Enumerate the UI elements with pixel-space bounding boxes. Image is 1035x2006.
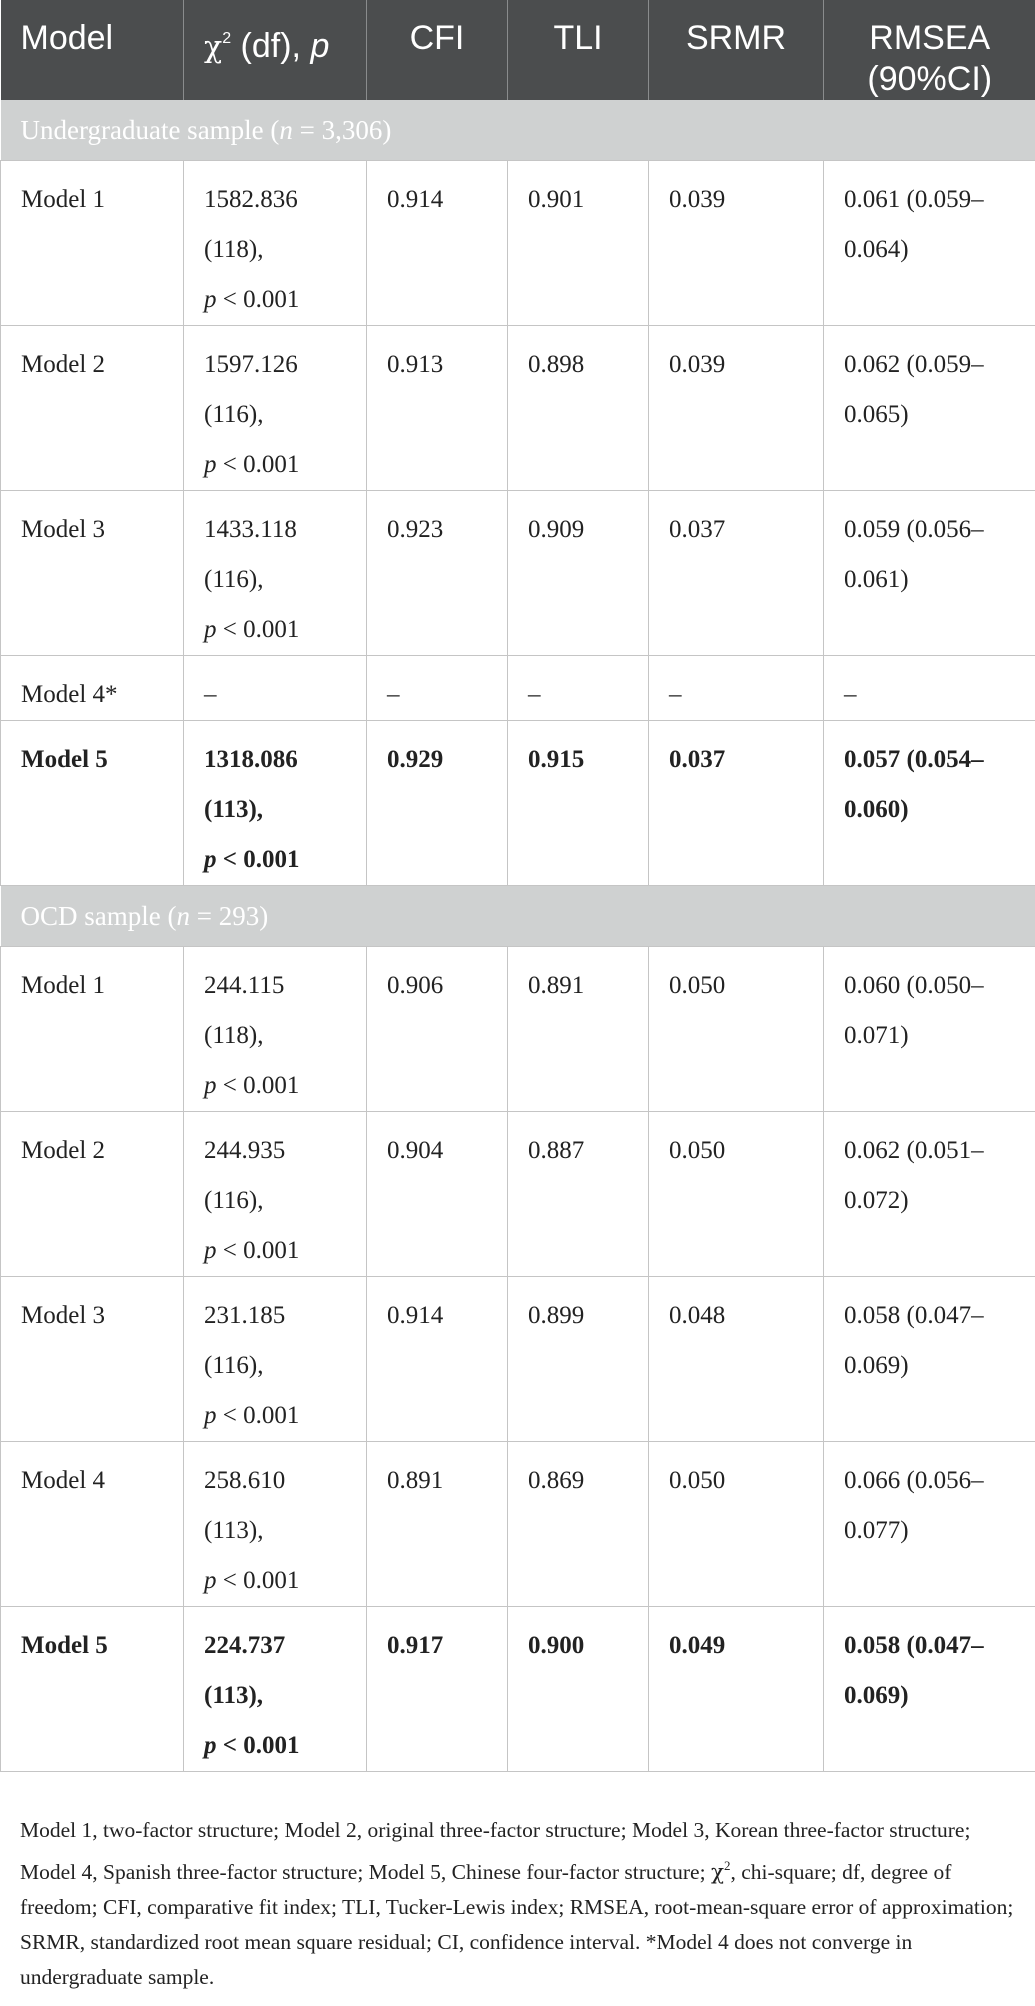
p-value: < 0.001	[216, 451, 300, 478]
chi-df: (116),	[204, 566, 264, 593]
model-name: Model 3	[21, 1302, 106, 1329]
cell-chi-square	[184, 1442, 367, 1607]
table-footnote: Model 1, two-factor structure; Model 2, original three-factor structure; Model 3, Korean three-factor structure; Model 4, Spanish three-factor structure; Model 5, Chinese four-factor structure; $\chi^2$, chi-square; df, degree of freedom; CFI, comparative fit index; TLI, Tucker-Lewis index; RMSEA, root-mean-square error of approximation; SRMR, standardized root mean square residual; CI, confidence interval. *Model 4 does not converge in undergraduate sample.	[20, 1817, 1014, 1989]
srmr-value: –	[669, 681, 682, 708]
cfi-value: 0.914	[387, 186, 444, 213]
cell-tli	[508, 1607, 649, 1772]
cell-srmr	[649, 947, 824, 1112]
header-rmsea: RMSEA (90%CI)	[824, 0, 1035, 100]
cell-model	[1, 491, 184, 656]
p-symbol: p	[204, 1732, 217, 1759]
section-n-value: = 3,306)	[292, 115, 392, 145]
cell-rmsea	[824, 947, 1035, 1112]
p-symbol: p	[204, 286, 217, 313]
p-symbol: p	[204, 1237, 217, 1264]
cfi-value: –	[387, 681, 400, 708]
rmsea-ci-end: 0.077)	[844, 1517, 909, 1544]
cfi-value: 0.913	[387, 351, 444, 378]
rmsea-ci-end: 0.071)	[844, 1022, 909, 1049]
chi-p-line	[204, 1061, 356, 1111]
srmr-value: 0.050	[669, 1137, 726, 1164]
chi-df: (113),	[204, 1517, 264, 1544]
p-value: < 0.001	[216, 616, 300, 643]
model-name: Model 2	[21, 1137, 106, 1164]
model-name: Model 4	[21, 1467, 106, 1494]
cell-chi-square	[184, 491, 367, 656]
cfi-value: 0.891	[387, 1467, 444, 1494]
model-name: Model 2	[21, 351, 106, 378]
cell-rmsea	[824, 1277, 1035, 1442]
section-n-symbol: n	[176, 901, 190, 931]
cell-chi-square	[184, 1112, 367, 1277]
chi-value: 244.935	[204, 1137, 286, 1164]
rmsea-value: 0.062 (0.051–	[844, 1137, 984, 1164]
chi-p-line	[204, 275, 356, 325]
cell-tli	[508, 161, 649, 326]
cell-model	[1, 1277, 184, 1442]
cell-tli	[508, 656, 649, 721]
p-symbol: p	[204, 1072, 217, 1099]
tli-value: 0.898	[528, 351, 585, 378]
srmr-value: 0.039	[669, 351, 726, 378]
cfi-value: 0.904	[387, 1137, 444, 1164]
cell-chi-square	[184, 947, 367, 1112]
chi-df: (116),	[204, 1187, 264, 1214]
cell-cfi	[367, 947, 508, 1112]
chi-value: 224.737	[204, 1632, 286, 1659]
header-cfi: CFI	[367, 0, 508, 100]
p-value: < 0.001	[216, 1732, 300, 1759]
cell-srmr	[649, 1112, 824, 1277]
chi-p-line	[204, 1391, 356, 1441]
cell-chi-square	[184, 326, 367, 491]
chi-value: 1318.086	[204, 746, 298, 773]
tli-value: 0.909	[528, 516, 585, 543]
cell-cfi	[367, 721, 508, 886]
chi-value: –	[204, 681, 217, 708]
cell-tli	[508, 1112, 649, 1277]
cell-chi-square	[184, 161, 367, 326]
srmr-value: 0.050	[669, 972, 726, 999]
cell-cfi	[367, 161, 508, 326]
chi-value: 231.185	[204, 1302, 286, 1329]
rmsea-ci-end: 0.072)	[844, 1187, 909, 1214]
cell-cfi	[367, 1607, 508, 1772]
p-value: < 0.001	[216, 1072, 300, 1099]
tli-value: 0.899	[528, 1302, 585, 1329]
p-symbol: p	[204, 1402, 217, 1429]
cell-model	[1, 656, 184, 721]
chi-p: p	[310, 27, 330, 65]
chi-rest: (df),	[231, 27, 311, 65]
cell-tli	[508, 1442, 649, 1607]
chi-value: 244.115	[204, 972, 285, 999]
cell-srmr	[649, 326, 824, 491]
section-label	[1, 100, 1035, 161]
table-row	[1, 1112, 1035, 1277]
chi-p-line	[204, 1721, 356, 1771]
srmr-value: 0.039	[669, 186, 726, 213]
cfi-value: 0.917	[387, 1632, 444, 1659]
rmsea-ci-end: 0.064)	[844, 236, 909, 263]
rmsea-value: 0.058 (0.047–	[844, 1632, 984, 1659]
rmsea-ci-end: 0.061)	[844, 566, 909, 593]
table-row	[1, 721, 1035, 886]
p-value: < 0.001	[216, 846, 300, 873]
chi-df: (118),	[204, 1022, 264, 1049]
section-row	[1, 100, 1035, 161]
chi-sup: 2	[723, 1857, 731, 1873]
section-prefix: OCD sample (	[20, 901, 177, 931]
p-value: < 0.001	[216, 1237, 300, 1264]
cell-rmsea	[824, 656, 1035, 721]
rmsea-value: 0.061 (0.059–	[844, 186, 984, 213]
table-row	[1, 1442, 1035, 1607]
cell-model	[1, 947, 184, 1112]
tli-value: 0.869	[528, 1467, 585, 1494]
model-name: Model 5	[21, 746, 108, 773]
chi-df: (118),	[204, 236, 264, 263]
srmr-value: 0.050	[669, 1467, 726, 1494]
tli-value: 0.915	[528, 746, 585, 773]
tli-value: 0.900	[528, 1632, 585, 1659]
table-row	[1, 326, 1035, 491]
p-value: < 0.001	[216, 1402, 300, 1429]
chi-value: 1582.836	[204, 186, 298, 213]
model-name: Model 3	[21, 516, 106, 543]
chi-symbol: χ	[710, 1859, 724, 1885]
p-value: < 0.001	[216, 286, 300, 313]
cell-tli	[508, 1277, 649, 1442]
section-n-value: = 293)	[189, 901, 269, 931]
model-name: Model 4*	[21, 681, 118, 708]
rmsea-ci-end: 0.069)	[844, 1352, 909, 1379]
table-row	[1, 1607, 1035, 1772]
cell-model	[1, 721, 184, 886]
chi-value: 1433.118	[204, 516, 297, 543]
chi-df: (113),	[204, 796, 264, 823]
cell-srmr	[649, 161, 824, 326]
cell-model	[1, 161, 184, 326]
cell-rmsea	[824, 1442, 1035, 1607]
cell-rmsea	[824, 491, 1035, 656]
table-row	[1, 1277, 1035, 1442]
model-name: Model 1	[21, 186, 106, 213]
section-n-symbol: n	[279, 115, 293, 145]
cell-cfi	[367, 1112, 508, 1277]
rmsea-value: 0.062 (0.059–	[844, 351, 984, 378]
cell-cfi	[367, 1442, 508, 1607]
cell-srmr	[649, 491, 824, 656]
rmsea-value: 0.057 (0.054–	[844, 746, 984, 773]
srmr-value: 0.037	[669, 746, 726, 773]
srmr-value: 0.037	[669, 516, 726, 543]
rmsea-value: 0.060 (0.050–	[844, 972, 984, 999]
chi-p-line	[204, 1556, 356, 1606]
rmsea-ci-end: 0.069)	[844, 1682, 909, 1709]
chi-df: (116),	[204, 401, 264, 428]
chi-value: 1597.126	[204, 351, 298, 378]
rmsea-value: 0.066 (0.056–	[844, 1467, 984, 1494]
rmsea-ci-end: 0.060)	[844, 796, 909, 823]
chi-symbol: χ	[204, 30, 223, 65]
cell-rmsea	[824, 161, 1035, 326]
table-row	[1, 656, 1035, 721]
rmsea-ci-end: 0.065)	[844, 401, 909, 428]
chi-df: (113),	[204, 1682, 264, 1709]
tli-value: 0.891	[528, 972, 585, 999]
srmr-value: 0.048	[669, 1302, 726, 1329]
rmsea-value: 0.059 (0.056–	[844, 516, 984, 543]
cell-chi-square	[184, 1277, 367, 1442]
cfi-value: 0.923	[387, 516, 444, 543]
cell-chi-square	[184, 1607, 367, 1772]
cell-tli	[508, 947, 649, 1112]
section-prefix: Undergraduate sample (	[20, 115, 280, 145]
model-name: Model 1	[21, 972, 106, 999]
cell-tli	[508, 326, 649, 491]
cell-srmr	[649, 1277, 824, 1442]
chi-sup: 2	[222, 30, 232, 47]
cell-model	[1, 1112, 184, 1277]
cell-srmr	[649, 721, 824, 886]
cfi-value: 0.906	[387, 972, 444, 999]
section-row	[1, 886, 1035, 947]
cell-rmsea	[824, 1112, 1035, 1277]
p-symbol: p	[204, 616, 217, 643]
cell-model	[1, 1442, 184, 1607]
table-body	[1, 100, 1035, 1772]
header-row	[1, 0, 1035, 100]
p-symbol: p	[204, 1567, 217, 1594]
rmsea-value: –	[844, 681, 857, 708]
p-value: < 0.001	[216, 1567, 300, 1594]
tli-value: 0.901	[528, 186, 585, 213]
cell-model	[1, 326, 184, 491]
cell-chi-square	[184, 721, 367, 886]
p-symbol: p	[204, 846, 217, 873]
chi-p-line	[204, 1226, 356, 1276]
cell-cfi	[367, 491, 508, 656]
section-label	[1, 886, 1035, 947]
cell-rmsea	[824, 1607, 1035, 1772]
cell-tli	[508, 491, 649, 656]
cell-rmsea	[824, 721, 1035, 886]
model-name: Model 5	[21, 1632, 108, 1659]
header-chi-square	[184, 0, 367, 100]
chi-value: 258.610	[204, 1467, 286, 1494]
table-row	[1, 947, 1035, 1112]
cfi-value: 0.929	[387, 746, 444, 773]
cell-chi-square	[184, 656, 367, 721]
chi-p-line	[204, 440, 356, 490]
chi-p-line	[204, 835, 356, 885]
cell-cfi	[367, 326, 508, 491]
header-tli: TLI	[508, 0, 649, 100]
header-srmr: SRMR	[649, 0, 824, 100]
tli-value: –	[528, 681, 541, 708]
cell-cfi	[367, 1277, 508, 1442]
cell-tli	[508, 721, 649, 886]
cell-rmsea	[824, 326, 1035, 491]
cell-model	[1, 1607, 184, 1772]
table-row	[1, 161, 1035, 326]
cell-srmr	[649, 1607, 824, 1772]
cell-srmr	[649, 1442, 824, 1607]
header-model: Model	[1, 0, 184, 100]
chi-df: (116),	[204, 1352, 264, 1379]
table-row	[1, 491, 1035, 656]
tli-value: 0.887	[528, 1137, 585, 1164]
chi-p-line	[204, 605, 356, 655]
srmr-value: 0.049	[669, 1632, 726, 1659]
cell-cfi	[367, 656, 508, 721]
p-symbol: p	[204, 451, 217, 478]
rmsea-value: 0.058 (0.047–	[844, 1302, 984, 1329]
cell-srmr	[649, 656, 824, 721]
cfi-value: 0.914	[387, 1302, 444, 1329]
